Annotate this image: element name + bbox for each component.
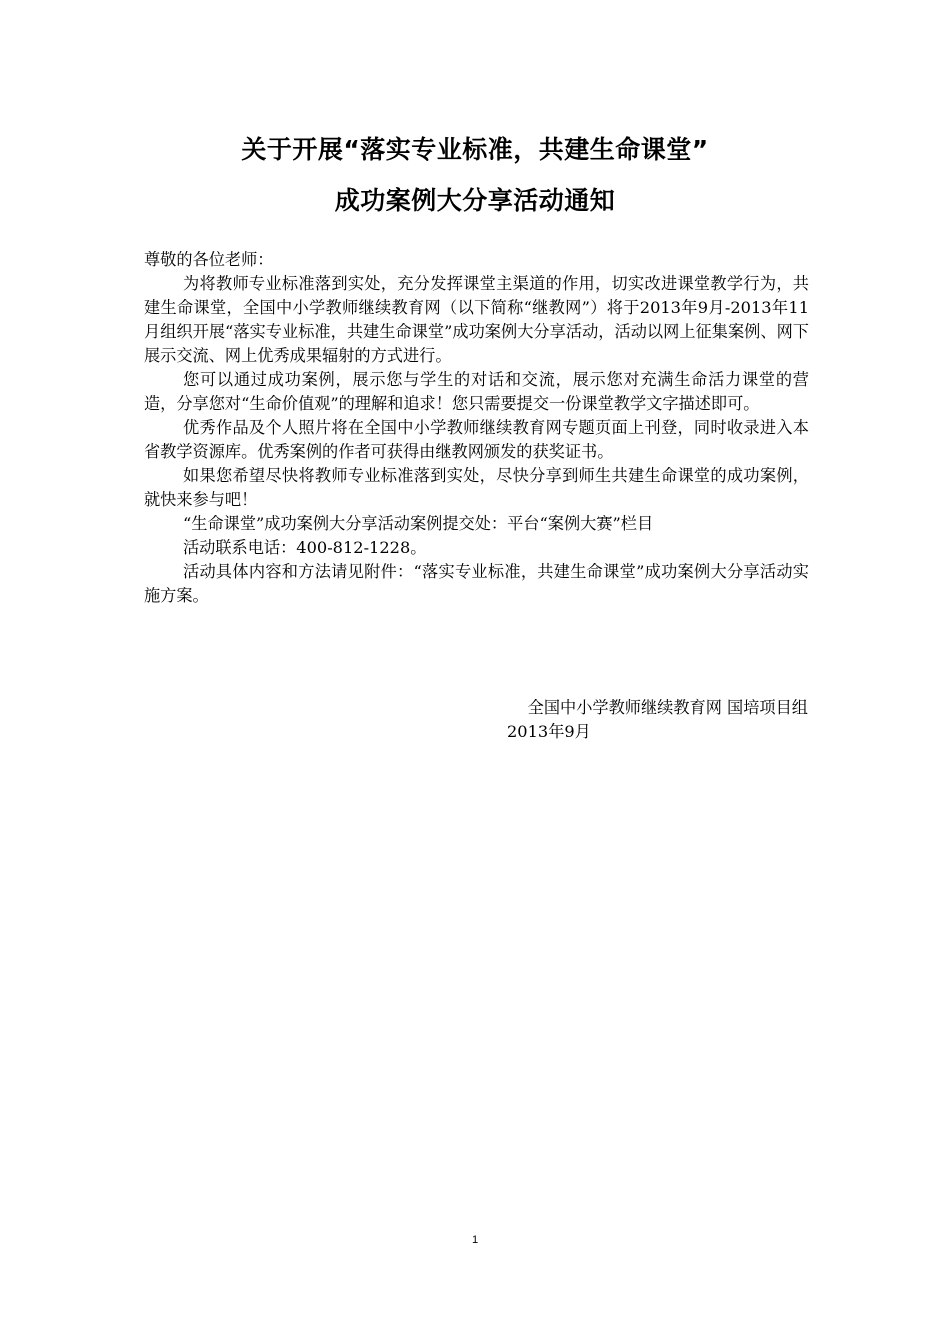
document-title-line-2: 成功案例大分享活动通知 — [334, 186, 616, 215]
page-number: 1 — [471, 1234, 479, 1246]
greeting: 尊敬的各位老师： — [144, 250, 274, 269]
paragraph-showcase: 您可以通过成功案例，展示您与学生的对话和交流，展示您对充满生命活力课堂的营造，分享您对“生命价值观”的理解和追求！您只需要提交一份课堂教学文字描述即可。 — [144, 370, 809, 413]
paragraph-invitation: 如果您希望尽快将教师专业标准落到实处，尽快分享到师生共建生命课堂的成功案例，就快来参与吧！ — [144, 466, 809, 509]
document-body — [144, 248, 809, 608]
paragraph-awards: 优秀作品及个人照片将在全国中小学教师继续教育网专题页面上刊登，同时收录进入本省教学资源库。优秀案例的作者可获得由继教网颁发的获奖证书。 — [144, 418, 809, 461]
signature-block — [440, 696, 808, 744]
paragraph-contact-phone: 活动联系电话：400-812-1228。 — [183, 538, 427, 557]
document-title-line-1: 关于开展“落实专业标准，共建生命课堂” — [241, 135, 709, 164]
paragraph-attachment: 活动具体内容和方法请见附件：“落实专业标准，共建生命课堂”成功案例大分享活动实施方案。 — [144, 562, 809, 605]
paragraph-submission: “生命课堂”成功案例大分享活动案例提交处：平台“案例大赛”栏目 — [183, 514, 654, 533]
signature-organization: 全国中小学教师继续教育网 国培项目组 — [527, 698, 808, 717]
signature-date: 2013年9月 — [507, 722, 591, 741]
paragraph-intro: 为将教师专业标准落到实处，充分发挥课堂主渠道的作用，切实改进课堂教学行为，共建生命课堂，全国中小学教师继续教育网（以下简称“继教网”）将于2013年9月-2013年11月组织开展“落实专业标准，共建生命课堂”成功案例大分享活动，活动以网上征集案例、网下展示交流、网上优秀成果辐射的方式进行。 — [144, 274, 809, 365]
